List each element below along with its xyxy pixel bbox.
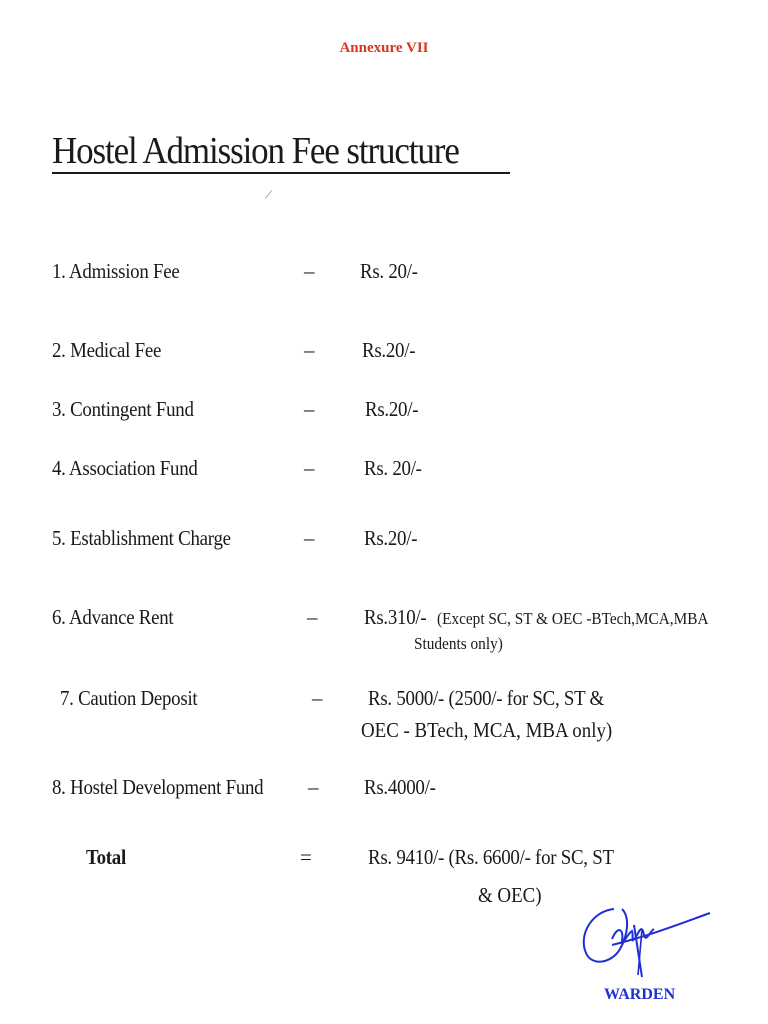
- fee-separator: –: [307, 605, 318, 629]
- fee-note: OEC - BTech, MCA, MBA only): [361, 718, 613, 742]
- fee-label: 7. Caution Deposit: [60, 686, 198, 710]
- fee-label: 8. Hostel Development Fund: [52, 775, 264, 799]
- fee-row-advance-rent: [0, 605, 768, 661]
- fee-separator: –: [304, 338, 315, 362]
- total-amount: Rs. 9410/- (Rs. 6600/- for SC, ST: [368, 845, 614, 869]
- fee-note: Students only): [414, 634, 503, 653]
- warden-signature: [572, 895, 722, 995]
- fee-row-caution-deposit: [0, 686, 768, 744]
- fee-separator: –: [304, 526, 315, 550]
- fee-amount: Rs.20/-: [362, 338, 416, 362]
- total-equals: =: [300, 845, 312, 869]
- annexure-label: Annexure VII: [339, 40, 429, 56]
- fee-separator: –: [304, 456, 315, 480]
- page-title: Hostel Admission Fee structure: [52, 130, 459, 172]
- fee-row-development-fund: [0, 775, 768, 805]
- fee-label: 5. Establishment Charge: [52, 526, 231, 550]
- fee-separator: –: [304, 397, 315, 421]
- fee-row-association: [0, 456, 768, 486]
- fee-label: 2. Medical Fee: [52, 338, 162, 362]
- fee-separator: –: [308, 775, 319, 799]
- title-underline: [52, 172, 510, 174]
- fee-amount: Rs.20/-: [365, 397, 419, 421]
- signatory-label: WARDEN: [604, 986, 676, 1003]
- fee-separator: –: [304, 259, 315, 283]
- fee-amount: Rs. 20/-: [360, 259, 418, 283]
- fee-separator: –: [312, 686, 323, 710]
- fee-row-admission: [0, 259, 768, 289]
- fee-amount: Rs.20/-: [364, 526, 418, 550]
- fee-amount: Rs.310/-: [364, 605, 427, 629]
- fee-label: 4. Association Fund: [52, 456, 198, 480]
- fee-row-medical: [0, 338, 768, 368]
- scan-mark: /: [263, 187, 273, 204]
- fee-row-contingent: [0, 397, 768, 427]
- fee-amount: Rs.4000/-: [364, 775, 436, 799]
- fee-note: (Except SC, ST & OEC -BTech,MCA,MBA: [437, 609, 709, 628]
- total-label: Total: [86, 845, 126, 869]
- fee-label: 6. Advance Rent: [52, 605, 174, 629]
- fee-amount: Rs. 20/-: [364, 456, 422, 480]
- total-note: & OEC): [478, 883, 542, 907]
- fee-label: 1. Admission Fee: [52, 259, 180, 283]
- fee-amount: Rs. 5000/- (2500/- for SC, ST &: [368, 686, 604, 710]
- fee-row-establishment: [0, 526, 768, 556]
- fee-label: 3. Contingent Fund: [52, 397, 194, 421]
